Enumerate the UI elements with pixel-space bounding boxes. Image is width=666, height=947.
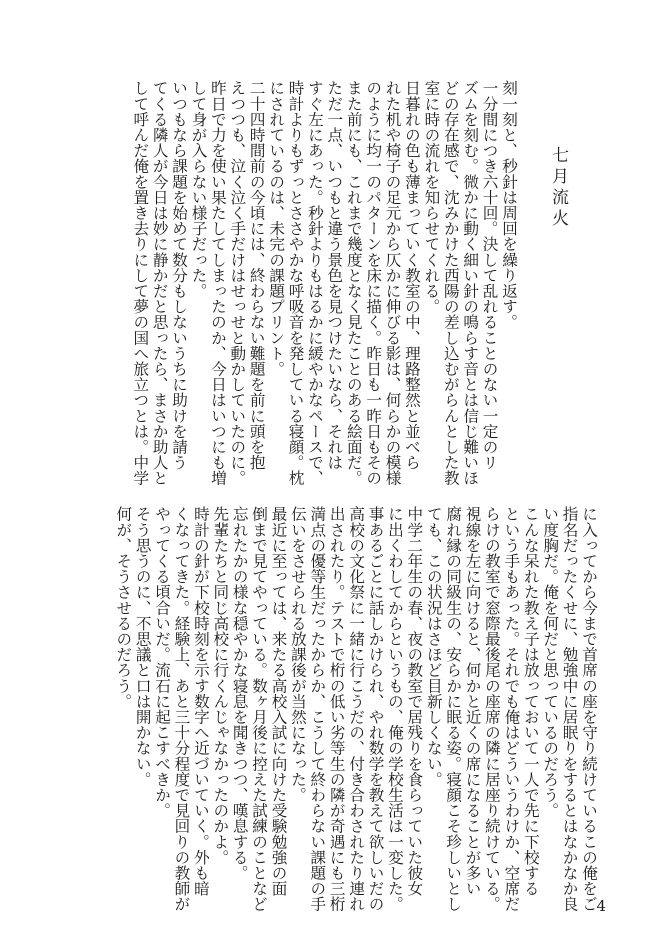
text-line: 忘れたかの様な穏やかな寝息を聞きつつ、嘆息する。 [230, 506, 249, 881]
text-line: れた机や椅子の足元から仄かに伸びる影は、何らかの模様 [383, 80, 402, 486]
text-line: てくる隣人が今日は妙に静かだと思ったら、まさか助人と [150, 80, 169, 486]
text-line: 満点の優等生だったからか、こうして終わらない課題の手 [308, 506, 327, 912]
text-line: ズムを刻む。微かに動く細い針の鳴らす音とは信じ難いほ [461, 80, 480, 486]
text-line: 室に時の流れを知らせてくれる。 [422, 80, 441, 314]
text-line: 指名だったくせに、勉強中に居眠りをするとはなかなか良 [560, 506, 579, 912]
text-line: 最近に至っては、来たる高校入試に向けた受験勉強の面 [269, 506, 288, 896]
text-line: 倒まで見てやっている。数ヶ月後に控えた試練のことなど [250, 506, 269, 912]
story-title: 七月流火 [548, 146, 568, 230]
text-line: くなってきた。経験上、あと三十分程度で見回りの教師が [172, 506, 191, 912]
text-line: して呼んだ俺を置き去りにして夢の国へ旅立つとは。中学 [131, 80, 150, 486]
page-number: 4 [596, 897, 606, 915]
text-line: ても、この状況はさほど目新しくない。 [424, 506, 443, 787]
text-block-bottom [113, 506, 598, 912]
text-line: に入ってから今まで首席の座を守り続けているこの俺をご [580, 506, 598, 912]
text-line: 先輩たちと同じ高校に行くんじゃなかったのかよ。 [211, 506, 230, 865]
text-line: 時計の針が下校時刻を示す数字へ近づいていく。外も暗 [191, 506, 210, 896]
text-line: また前にも、これまで幾度となく見たことのある絵面だ。 [344, 80, 363, 486]
text-line: 時計よりもずっとささやかな呼吸音を発している寝顔。枕 [286, 80, 305, 486]
text-line: 腐れ縁の同級生の、安らかに眠る姿。寝顔こそ珍しいとし [444, 506, 463, 912]
text-line: 事あるごとに話しかけられ、やれ数学を教えて欲しいだの [366, 506, 385, 912]
text-line: ただ一点、いつもと違う景色を見つけたいなら、それは [325, 80, 344, 470]
text-line: 出されたり。テストで桁の低い劣等生の隣が奇遇にも三桁 [327, 506, 346, 912]
text-line: のように均一のパターンを床に描く。昨日も一昨日もその [364, 80, 383, 486]
text-line: 伝いをさせられる放課後が当然になった。 [288, 506, 307, 803]
text-line: らけの教室で窓際最後尾の座席の隣に居座り続けている。 [482, 506, 501, 912]
text-line: に出くわしてからというもの、俺の学校生活は一変した。 [385, 506, 404, 912]
text-line: 一分間につき六十回。決して乱れることのない一定のリ [480, 80, 499, 470]
text-line: にされているのは、未完の課題プリント。 [267, 80, 286, 377]
text-line: い度胸だ。俺を何だと思っているのだろう。 [541, 506, 560, 818]
text-line: という手もあった。それでも俺はどういうわけか、空席だ [502, 506, 521, 912]
text-line: 何が、そうさせるのだろう。 [114, 506, 133, 709]
text-line: すぐ左にあった。秒針よりもはるかに緩やかなペースで、 [305, 80, 324, 486]
text-line: して身が入らない様子だった。 [189, 80, 208, 299]
text-line: こんな呆れた教え子は放っておいて一人で先に下校する [521, 506, 540, 896]
text-line: 日暮れの色も薄まっていく教室の中、理路整然と並べら [402, 80, 421, 470]
text-line: 高校の文化祭に一緒に行こうだの、付き合わされたり連れ [347, 506, 366, 912]
text-line: えつつも、泣く泣く手だけはせっせと動かしていたのに。 [228, 80, 247, 486]
text-line: どの存在感で、沈みかけた西陽の差し込むがらんとした教 [441, 80, 460, 486]
text-line: 二十四時間前の今頃には、終わらない難題を前に頭を抱 [247, 80, 266, 470]
text-line: 昨日で力を使い果たしてしまったのか、今日はいつにも増 [208, 80, 227, 486]
text-line: そう思うのに、不思議と口は開かない。 [133, 506, 152, 787]
text-line: 刻一刻と、秒針は周回を繰り返す。 [500, 80, 518, 330]
text-line: 視線を左に向けると、何かと近くの席になることが多い [463, 506, 482, 896]
text-line: やってくる頃合いだ。流石に起こすべきか。 [153, 506, 172, 818]
text-line: 中学二年生の春、夜の教室で居残りを食らっていた彼女 [405, 506, 424, 896]
text-line: いつもなら課題を始めて数分もしないうちに助けを請う [170, 80, 189, 470]
text-block-top [130, 80, 518, 486]
